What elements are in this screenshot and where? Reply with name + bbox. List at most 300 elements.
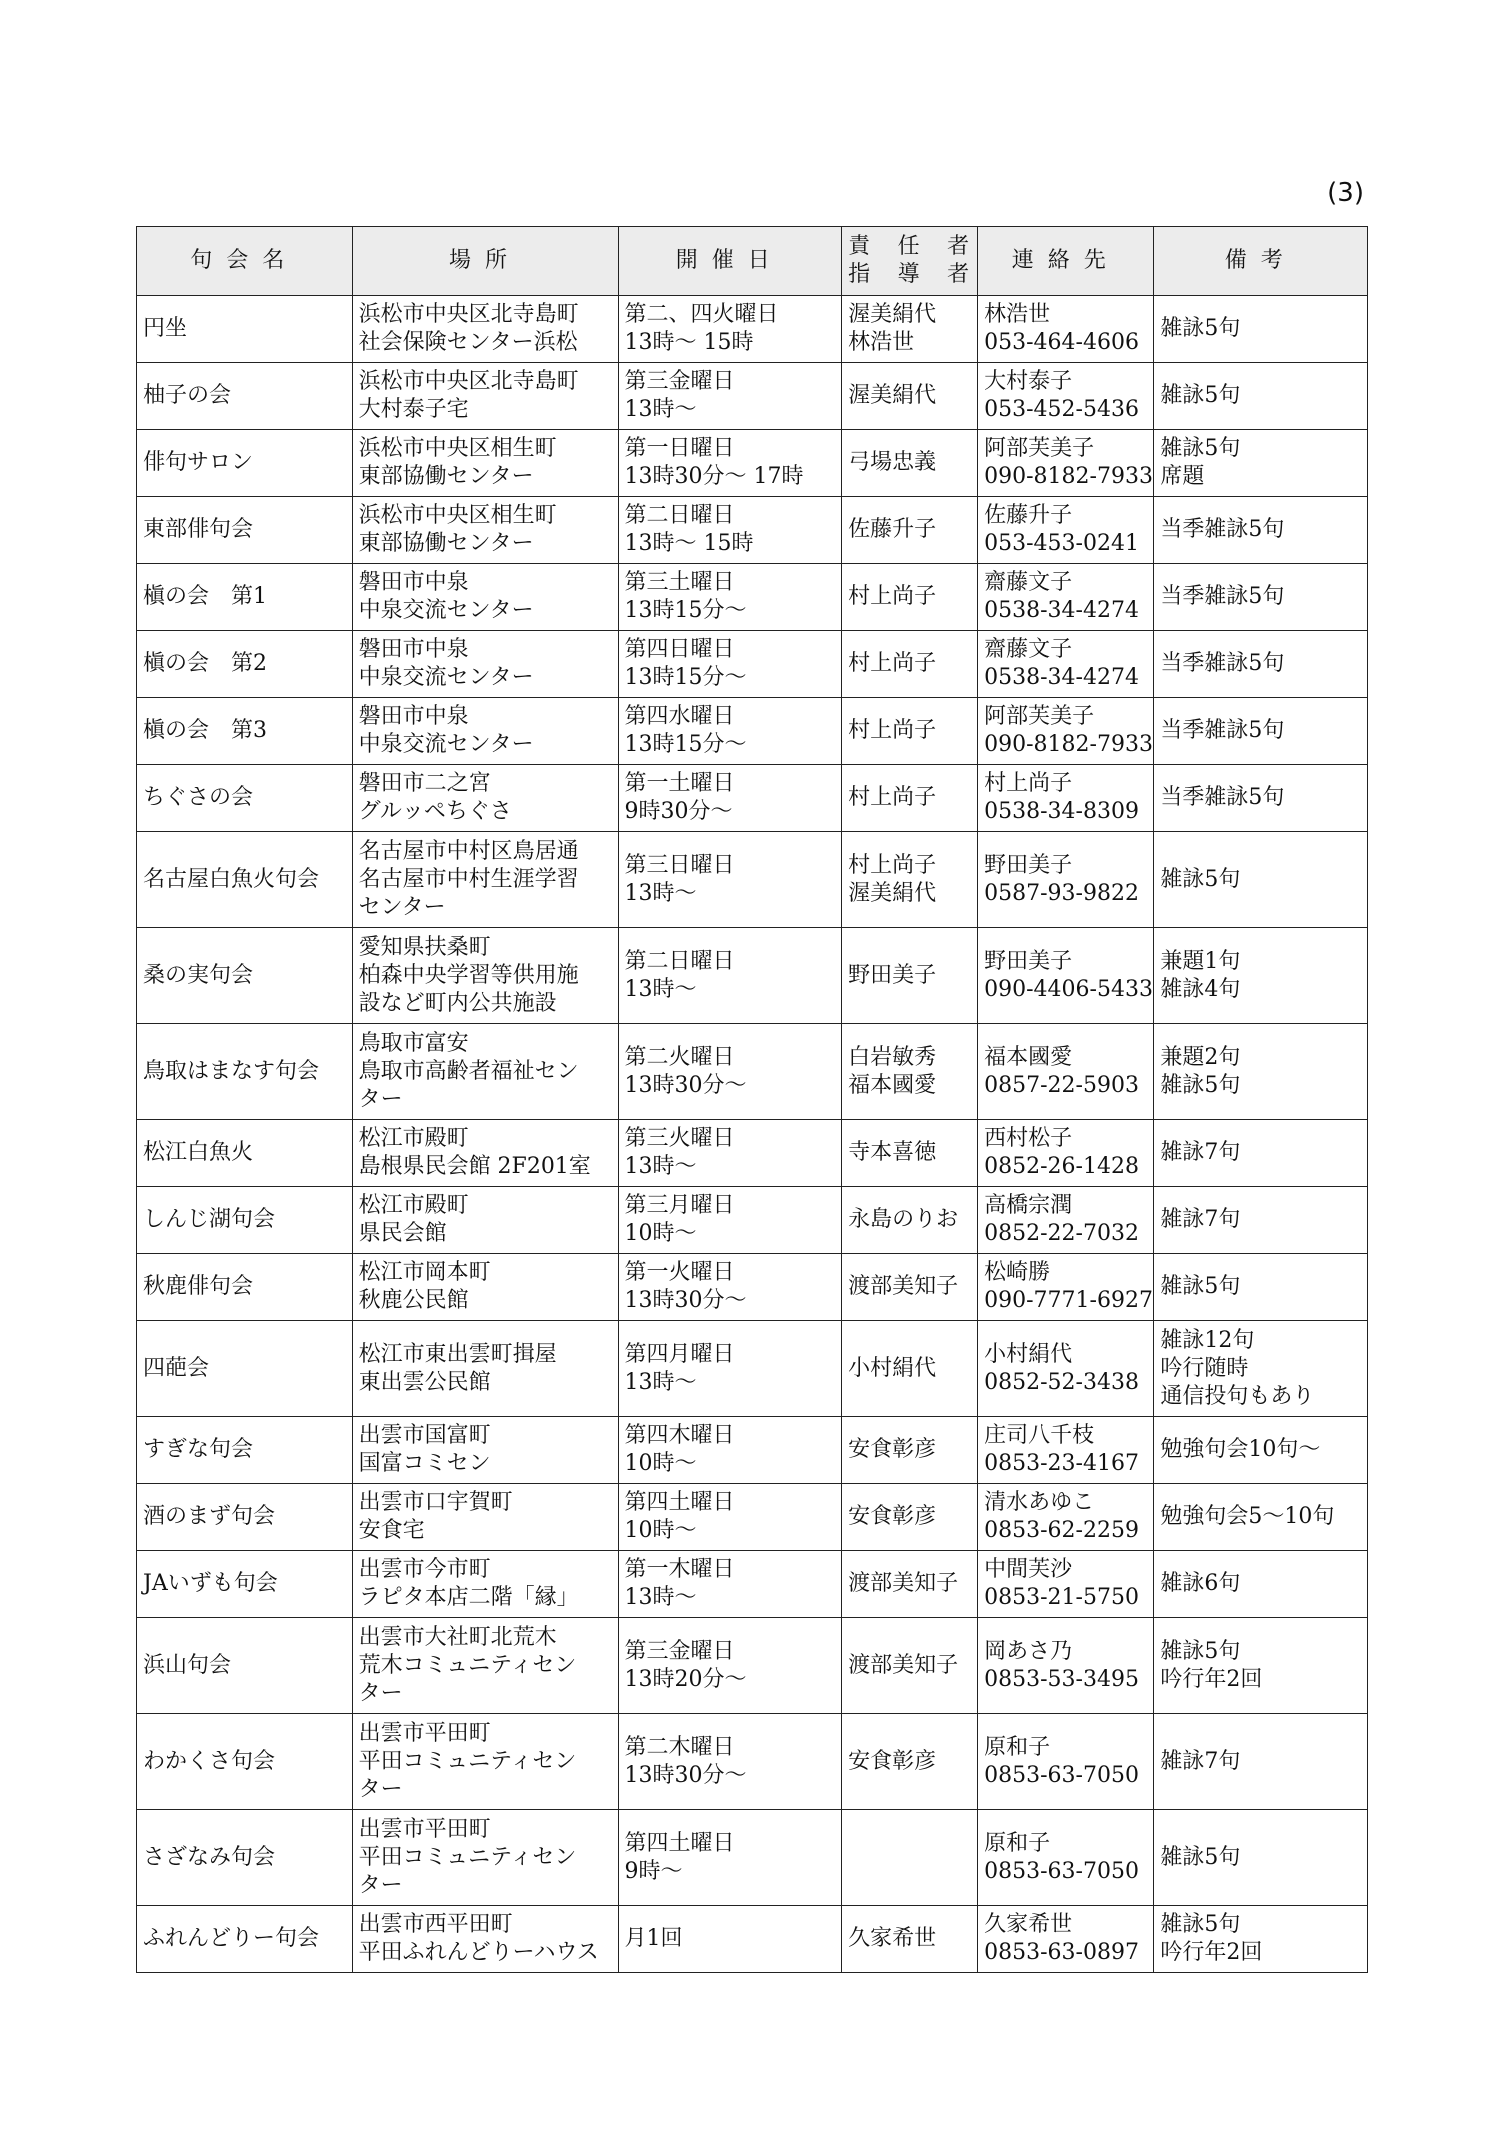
cell-notes	[1154, 1120, 1368, 1187]
cell-date	[618, 631, 842, 698]
cell-name-line: 桑の実句会	[143, 962, 254, 988]
cell-leader	[842, 1120, 978, 1187]
cell-leader-line: 渡部美知子	[848, 1652, 959, 1678]
cell-date-line: 第二火曜日	[624, 1044, 735, 1070]
cell-leader	[842, 1551, 978, 1618]
cell-notes-line: 当季雑詠5句	[1160, 785, 1285, 810]
cell-place	[352, 1714, 618, 1810]
cell-notes-line: 席題	[1160, 464, 1205, 489]
cell-leader	[842, 928, 978, 1024]
cell-place-line: 松江市殿町	[358, 1126, 469, 1151]
cell-contact-line: 053-453-0241	[984, 531, 1139, 556]
cell-date	[618, 1551, 842, 1618]
table-row	[137, 1321, 1368, 1417]
cell-notes-line: 雑詠6句	[1160, 1571, 1241, 1596]
cell-contact-line: 0538-34-4274	[984, 598, 1139, 623]
cell-leader-line: 野田美子	[848, 962, 937, 988]
cell-name	[137, 1321, 353, 1417]
header-row	[137, 227, 1368, 296]
cell-contact	[978, 1810, 1154, 1906]
cell-contact-line: 松崎勝	[984, 1260, 1051, 1285]
cell-date-line: 月1回	[624, 1926, 683, 1951]
cell-date	[618, 1120, 842, 1187]
table-row	[137, 1417, 1368, 1484]
cell-contact-line: 0852-26-1428	[984, 1154, 1139, 1179]
cell-place-line: 出雲市平田町	[358, 1816, 491, 1842]
cell-contact-line: 090-7771-6927	[984, 1288, 1153, 1313]
cell-notes	[1154, 765, 1368, 832]
cell-contact-line: 090-8182-7933	[984, 464, 1153, 489]
cell-name	[137, 1484, 353, 1551]
cell-date-line: 第三日曜日	[624, 852, 735, 878]
cell-place-line: 平田ふれんどりーハウス	[358, 1940, 599, 1965]
cell-name-line: 柚子の会	[143, 383, 232, 408]
cell-place-line: 中泉交流センター	[358, 732, 534, 757]
cell-place	[352, 1810, 618, 1906]
table-row	[137, 928, 1368, 1024]
cell-contact-line: 西村松子	[984, 1126, 1073, 1151]
cell-notes	[1154, 1618, 1368, 1714]
cell-notes	[1154, 1024, 1368, 1120]
cell-name	[137, 1120, 353, 1187]
cell-notes-line: 雑詠7句	[1160, 1207, 1241, 1232]
cell-date-line: 第三火曜日	[624, 1126, 735, 1151]
cell-name-line: すぎな句会	[143, 1437, 254, 1462]
cell-date-line: 第二木曜日	[624, 1734, 735, 1760]
cell-place	[352, 1417, 618, 1484]
cell-leader	[842, 1024, 978, 1120]
cell-place-line: センター	[358, 894, 446, 920]
cell-date-line: 13時15分～	[624, 732, 747, 757]
cell-notes	[1154, 1417, 1368, 1484]
table-row	[137, 1906, 1368, 1973]
cell-place-line: 中泉交流センター	[358, 665, 534, 690]
cell-place-line: 出雲市口宇賀町	[358, 1490, 513, 1515]
cell-place	[352, 1906, 618, 1973]
cell-notes-line: 吟行年2回	[1160, 1666, 1263, 1692]
cell-name-line: 鳥取はまなす句会	[143, 1058, 320, 1084]
cell-date-line: 13時30分～ 17時	[624, 464, 804, 489]
cell-date	[618, 363, 842, 430]
cell-contact	[978, 1254, 1154, 1321]
cell-place-line: ラピタ本店二階「縁」	[358, 1585, 579, 1610]
cell-date-line: 9時30分～	[624, 799, 733, 824]
cell-notes-line: 吟行年2回	[1160, 1940, 1263, 1965]
cell-contact-line: 053-452-5436	[984, 397, 1139, 422]
cell-date-line: 第一日曜日	[624, 436, 735, 461]
cell-name	[137, 1906, 353, 1973]
cell-notes-line: 勉強句会5～10句	[1160, 1504, 1335, 1529]
cell-date	[618, 1321, 842, 1417]
cell-date-line: 第三土曜日	[624, 570, 735, 595]
cell-notes-line: 当季雑詠5句	[1160, 651, 1285, 676]
cell-contact-line: 0853-53-3495	[984, 1666, 1139, 1692]
cell-date-line: 13時～	[624, 1585, 697, 1610]
cell-notes-line: 雑詠5句	[1160, 1638, 1241, 1664]
table-body	[137, 296, 1368, 1973]
cell-date	[618, 1484, 842, 1551]
cell-notes-line: 当季雑詠5句	[1160, 718, 1285, 743]
cell-leader-line: 渡部美知子	[848, 1571, 959, 1596]
cell-place-line: 県民会館	[358, 1221, 447, 1246]
cell-name	[137, 1254, 353, 1321]
cell-contact-line: 清水あゆこ	[984, 1490, 1095, 1515]
cell-name	[137, 1187, 353, 1254]
cell-leader	[842, 296, 978, 363]
cell-contact	[978, 1906, 1154, 1973]
cell-date	[618, 497, 842, 564]
cell-contact-line: 阿部芙美子	[984, 436, 1095, 461]
cell-name	[137, 1618, 353, 1714]
cell-name	[137, 1551, 353, 1618]
cell-notes-line: 当季雑詠5句	[1160, 584, 1285, 609]
cell-date-line: 13時30分～	[624, 1072, 747, 1098]
cell-date	[618, 1024, 842, 1120]
cell-place	[352, 430, 618, 497]
cell-name-line: 酒のまず句会	[143, 1504, 276, 1529]
table-row	[137, 1187, 1368, 1254]
table-row	[137, 765, 1368, 832]
cell-name	[137, 430, 353, 497]
cell-name-line: ちぐさの会	[143, 785, 254, 810]
cell-contact	[978, 1551, 1154, 1618]
cell-place-line: 鳥取市富安	[358, 1030, 469, 1056]
cell-name	[137, 497, 353, 564]
cell-place-line: 愛知県扶桑町	[358, 934, 491, 960]
cell-notes-line: 雑詠7句	[1160, 1748, 1241, 1774]
cell-leader-line: 永島のりお	[848, 1207, 959, 1232]
cell-date-line: 13時～ 15時	[624, 330, 754, 355]
cell-contact-line: 林浩世	[984, 302, 1051, 327]
cell-name	[137, 363, 353, 430]
cell-notes	[1154, 928, 1368, 1024]
table-row	[137, 1120, 1368, 1187]
cell-leader-line: 福本國愛	[848, 1072, 937, 1098]
cell-date	[618, 1810, 842, 1906]
cell-place-line: 磐田市中泉	[358, 704, 469, 729]
cell-place-line: 浜松市中央区北寺島町	[358, 302, 579, 327]
cell-date-line: 10時～	[624, 1518, 697, 1543]
cell-place	[352, 928, 618, 1024]
cell-leader	[842, 1417, 978, 1484]
cell-date-line: 第四水曜日	[624, 704, 735, 729]
cell-leader-line: 渥美絹代	[848, 880, 937, 906]
cell-place-line: ター	[358, 1872, 403, 1898]
cell-notes-line: 雑詠5句	[1160, 1072, 1241, 1098]
cell-date	[618, 296, 842, 363]
cell-notes-line: 雑詠5句	[1160, 866, 1241, 892]
cell-name	[137, 1417, 353, 1484]
header-leader	[842, 227, 978, 296]
cell-leader-line: 佐藤升子	[848, 517, 937, 542]
cell-name-line: JAいずも句会	[143, 1571, 278, 1596]
cell-place	[352, 1551, 618, 1618]
cell-notes	[1154, 1906, 1368, 1973]
cell-leader	[842, 430, 978, 497]
cell-contact-line: 0853-63-7050	[984, 1762, 1139, 1788]
cell-notes-line: 雑詠5句	[1160, 1274, 1241, 1299]
header-notes: 備考	[1154, 227, 1368, 296]
cell-notes-line: 雑詠5句	[1160, 383, 1241, 408]
cell-leader	[842, 1618, 978, 1714]
cell-place-line: 東出雲公民館	[358, 1369, 491, 1395]
cell-contact-line: 0852-22-7032	[984, 1221, 1139, 1246]
cell-contact-line: 佐藤升子	[984, 503, 1073, 528]
cell-contact-line: 福本國愛	[984, 1044, 1073, 1070]
cell-date	[618, 1254, 842, 1321]
cell-contact-line: 0853-62-2259	[984, 1518, 1139, 1543]
table-row	[137, 1484, 1368, 1551]
cell-date	[618, 1906, 842, 1973]
cell-place	[352, 1120, 618, 1187]
cell-contact	[978, 698, 1154, 765]
cell-place-line: ター	[358, 1776, 403, 1802]
kukai-table	[136, 226, 1368, 1973]
cell-date	[618, 1714, 842, 1810]
cell-leader	[842, 363, 978, 430]
table-row	[137, 832, 1368, 928]
cell-place	[352, 1321, 618, 1417]
cell-leader	[842, 1254, 978, 1321]
cell-date-line: 第四木曜日	[624, 1423, 735, 1448]
cell-date-line: 第四土曜日	[624, 1830, 735, 1856]
cell-place-line: 浜松市中央区相生町	[358, 503, 557, 528]
cell-contact-line: 大村泰子	[984, 369, 1073, 394]
cell-contact	[978, 1714, 1154, 1810]
cell-date-line: 第二日曜日	[624, 948, 735, 974]
header-leader-line2: 指導者	[848, 262, 972, 287]
cell-place	[352, 765, 618, 832]
cell-notes-line: 吟行随時	[1160, 1355, 1249, 1381]
cell-notes-line: 勉強句会10句～	[1160, 1437, 1321, 1462]
cell-leader-line: 村上尚子	[848, 852, 937, 878]
cell-date-line: 13時20分～	[624, 1666, 747, 1692]
cell-contact-line: 0857-22-5903	[984, 1072, 1139, 1098]
cell-name-line: 槇の会 第1	[143, 584, 267, 609]
table-row	[137, 1551, 1368, 1618]
cell-notes	[1154, 1484, 1368, 1551]
cell-name	[137, 296, 353, 363]
cell-contact-line: 0853-63-0897	[984, 1940, 1139, 1965]
cell-leader	[842, 564, 978, 631]
cell-place-line: 松江市殿町	[358, 1193, 469, 1218]
cell-leader	[842, 631, 978, 698]
cell-place	[352, 1484, 618, 1551]
cell-contact	[978, 497, 1154, 564]
cell-contact	[978, 1484, 1154, 1551]
cell-place	[352, 497, 618, 564]
cell-place-line: 松江市東出雲町揖屋	[358, 1341, 557, 1367]
cell-notes	[1154, 1714, 1368, 1810]
cell-name-line: さざなみ句会	[143, 1844, 276, 1870]
cell-name	[137, 1024, 353, 1120]
table-row	[137, 1714, 1368, 1810]
cell-place-line: 名古屋市中村区鳥居通	[358, 838, 579, 864]
cell-leader	[842, 1714, 978, 1810]
cell-name-line: 槇の会 第3	[143, 718, 267, 743]
cell-name	[137, 765, 353, 832]
cell-notes-line: 雑詠4句	[1160, 976, 1241, 1002]
cell-date	[618, 1187, 842, 1254]
cell-leader-line: 白岩敏秀	[848, 1044, 937, 1070]
cell-place-line: 平田コミュニティセン	[358, 1748, 577, 1774]
cell-contact	[978, 1120, 1154, 1187]
cell-contact-line: 0853-23-4167	[984, 1451, 1139, 1476]
cell-notes	[1154, 1321, 1368, 1417]
cell-place-line: 社会保険センター浜松	[358, 330, 578, 355]
cell-date	[618, 1417, 842, 1484]
cell-name-line: 浜山句会	[143, 1652, 232, 1678]
cell-place-line: 島根県民会館 2F201室	[358, 1154, 591, 1179]
cell-place-line: 平田コミュニティセン	[358, 1844, 577, 1870]
cell-place	[352, 1254, 618, 1321]
cell-contact	[978, 928, 1154, 1024]
cell-name-line: わかくさ句会	[143, 1748, 276, 1774]
cell-name-line: 松江白魚火	[143, 1140, 254, 1165]
table-row	[137, 564, 1368, 631]
cell-leader-line: 村上尚子	[848, 651, 937, 676]
cell-leader	[842, 1187, 978, 1254]
cell-name	[137, 564, 353, 631]
table-row	[137, 1810, 1368, 1906]
cell-date-line: 13時15分～	[624, 598, 747, 623]
cell-place-line: 出雲市大社町北荒木	[358, 1624, 557, 1650]
cell-date-line: 13時15分～	[624, 665, 747, 690]
header-name: 句会名	[137, 227, 353, 296]
cell-leader	[842, 1321, 978, 1417]
cell-notes	[1154, 497, 1368, 564]
cell-leader-line: 渡部美知子	[848, 1274, 959, 1299]
cell-date	[618, 928, 842, 1024]
cell-contact	[978, 1024, 1154, 1120]
cell-leader	[842, 698, 978, 765]
cell-place-line: 大村泰子宅	[358, 397, 469, 422]
cell-place	[352, 698, 618, 765]
cell-contact	[978, 363, 1154, 430]
cell-place-line: 安食宅	[358, 1518, 425, 1543]
cell-date-line: 第二、四火曜日	[624, 302, 779, 327]
table-row	[137, 1618, 1368, 1714]
cell-contact	[978, 832, 1154, 928]
cell-name-line: 槇の会 第2	[143, 651, 267, 676]
cell-leader	[842, 497, 978, 564]
cell-contact-line: 齋藤文子	[984, 637, 1073, 662]
cell-leader	[842, 1484, 978, 1551]
cell-leader	[842, 765, 978, 832]
cell-notes	[1154, 631, 1368, 698]
cell-date-line: 13時～	[624, 1369, 697, 1395]
cell-place-line: 松江市岡本町	[358, 1260, 491, 1285]
cell-leader	[842, 1906, 978, 1973]
cell-date-line: 第二日曜日	[624, 503, 735, 528]
cell-date-line: 13時30分～	[624, 1762, 747, 1788]
cell-date	[618, 564, 842, 631]
cell-name-line: しんじ湖句会	[143, 1207, 276, 1232]
cell-contact	[978, 631, 1154, 698]
cell-notes	[1154, 564, 1368, 631]
cell-date-line: 13時～ 15時	[624, 531, 754, 556]
cell-leader-line: 村上尚子	[848, 718, 937, 743]
cell-place-line: 柏森中央学習等供用施	[358, 962, 579, 988]
cell-leader	[842, 832, 978, 928]
cell-leader-line: 村上尚子	[848, 785, 937, 810]
cell-contact-line: 中間芙沙	[984, 1557, 1073, 1582]
cell-name-line: 円坐	[143, 316, 188, 341]
cell-notes	[1154, 698, 1368, 765]
cell-date	[618, 1618, 842, 1714]
cell-date	[618, 832, 842, 928]
cell-leader-line: 安食彰彦	[848, 1437, 937, 1462]
table-row	[137, 631, 1368, 698]
cell-date-line: 第四土曜日	[624, 1490, 735, 1515]
cell-date-line: 第三金曜日	[624, 369, 735, 394]
cell-contact-line: 0852-52-3438	[984, 1369, 1139, 1395]
cell-contact	[978, 1187, 1154, 1254]
cell-place-line: 磐田市中泉	[358, 637, 469, 662]
cell-leader	[842, 1810, 978, 1906]
header-place: 場所	[352, 227, 618, 296]
cell-notes	[1154, 430, 1368, 497]
cell-place	[352, 1187, 618, 1254]
cell-date-line: 第一火曜日	[624, 1260, 735, 1285]
cell-leader-line: 安食彰彦	[848, 1748, 937, 1774]
cell-place-line: 荒木コミュニティセン	[358, 1652, 577, 1678]
table-row	[137, 497, 1368, 564]
cell-contact-line: 0587-93-9822	[984, 880, 1139, 906]
table-row	[137, 363, 1368, 430]
table-row	[137, 1254, 1368, 1321]
header-contact: 連絡先	[978, 227, 1154, 296]
cell-place	[352, 1024, 618, 1120]
cell-contact	[978, 564, 1154, 631]
cell-notes	[1154, 296, 1368, 363]
cell-date-line: 13時～	[624, 976, 697, 1002]
cell-contact-line: 齋藤文子	[984, 570, 1073, 595]
cell-contact-line: 高橋宗潤	[984, 1193, 1073, 1218]
cell-contact-line: 0853-21-5750	[984, 1585, 1139, 1610]
cell-name	[137, 631, 353, 698]
cell-contact	[978, 296, 1154, 363]
cell-contact-line: 野田美子	[984, 948, 1073, 974]
cell-place-line: ター	[358, 1086, 403, 1112]
cell-date-line: 13時30分～	[624, 1288, 747, 1313]
cell-place-line: 浜松市中央区相生町	[358, 436, 557, 461]
cell-date-line: 第四月曜日	[624, 1341, 735, 1367]
cell-place	[352, 631, 618, 698]
cell-contact-line: 原和子	[984, 1734, 1051, 1760]
cell-contact-line: 0538-34-8309	[984, 799, 1139, 824]
cell-name-line: 秋鹿俳句会	[143, 1274, 254, 1299]
cell-leader-line: 弓場忠義	[848, 450, 937, 475]
cell-date	[618, 765, 842, 832]
cell-place-line: 東部協働センター	[358, 531, 534, 556]
cell-place-line: 秋鹿公民館	[358, 1288, 469, 1313]
cell-contact	[978, 430, 1154, 497]
cell-place-line: 磐田市二之宮	[358, 771, 491, 796]
cell-name	[137, 928, 353, 1024]
cell-notes-line: 兼題1句	[1160, 948, 1241, 974]
cell-place	[352, 296, 618, 363]
cell-leader-line: 寺本喜徳	[848, 1140, 937, 1165]
cell-leader-line: 安食彰彦	[848, 1504, 937, 1529]
cell-name	[137, 1714, 353, 1810]
cell-contact	[978, 765, 1154, 832]
cell-notes-line: 雑詠5句	[1160, 1912, 1241, 1937]
cell-notes	[1154, 363, 1368, 430]
cell-notes	[1154, 1187, 1368, 1254]
cell-leader-line: 渥美絹代	[848, 383, 937, 408]
cell-date-line: 10時～	[624, 1221, 697, 1246]
